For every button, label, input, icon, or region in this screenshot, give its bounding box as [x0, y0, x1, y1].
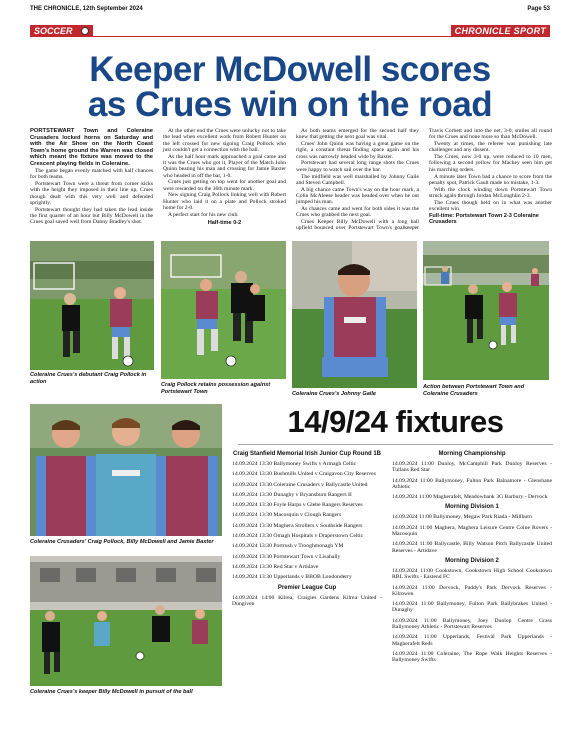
article-paragraph: The Crues though held on in what was another excellent win. — [429, 199, 552, 213]
fixture-item: 14.09.2024 11:00 Cookstown, Cookstown High School Cookstown RBL Swifts - Eastend FC — [392, 567, 552, 581]
fixtures-left-column — [232, 450, 382, 611]
article-lead: PORTSTEWART Town and Coleraine Crusaders locked horns on Saturday and with the Air Show on the North Coast Town's home ground the Warren was closed which meant the fixture was moved to the Crescent playing fields in Coleraine. — [30, 128, 153, 167]
masthead-title: THE CHRONICLE, 12th September 2024 — [30, 6, 143, 12]
fixture-item: 14.09.2024 13:30 Red Star v Artidave — [232, 563, 319, 570]
fixture-item: 14.09.2024 13:30 Portrush v Trooghmonagh YM — [232, 543, 344, 550]
fixture-item: 14.09.2024 13:30 Macosquin v Clough Rangers — [232, 512, 342, 519]
article-paragraph: Crues' John Quinn was having a great game on the right, a constant threat finding space again and his cross was narrowly headed wide by Baxter. — [296, 141, 419, 160]
full-time-score: Full-time: Portstewart Town 2-3 Coleraine Crusaders — [429, 212, 539, 226]
sport-label: SPORT — [513, 26, 546, 36]
article-paragraph: The midfield was well marshalled by Johnny Gaile and Steven Campbell. — [296, 173, 419, 186]
half-time-score: Half-time 0-2 — [207, 220, 242, 227]
headline-line-2: as Crues win on the road — [87, 85, 493, 124]
photo-action-between-teams — [423, 241, 549, 380]
photo-pollock-possession — [161, 241, 286, 379]
fixture-item: 14.09.2024 11:00 Dunloy, McCamphill Park Dunloy Reserves - Tullans Red Star — [392, 461, 552, 474]
photo-johnny-gaile — [292, 241, 417, 388]
fixtures-heading-morning-division-1: Morning Division 1 — [445, 504, 499, 511]
article-paragraph: A perfect start for his new club. — [168, 211, 239, 218]
page-number: Page 53 — [527, 6, 550, 12]
fixture-item: 14.09.2024 11:00 Maghera, Maghera Leisure Centre Coine Rovers - Macosquin — [392, 524, 552, 538]
fixture-item: 14.09.2024 11:00 Ballycastle, Billy Watson Pitch Ballycastle United Reserves - Artidave — [392, 541, 552, 554]
fixtures-right-column — [392, 450, 552, 668]
fixture-item: 14.09.2024 13:30 Dunaghy v Bryansburn Rangers II — [232, 491, 352, 498]
article-paragraph: A minute later Town had a chance to score from the penalty spot, Patrick Gault made no mistake, 1-3. — [429, 173, 552, 186]
soccer-section-tag — [30, 25, 93, 37]
article-paragraph: At the other end the Crues were unlucky not to take the lead when excellent work from Robert Hunter on the left crossed for new signing Craig Pollock who just couldn't get a connection with the ball. — [163, 128, 286, 153]
fixture-item: 14.09.2024 11:00 Ballymoney, Megaw Park Riada - Millburn — [392, 514, 533, 521]
fixtures-heading-junior-cup: Craig Stanfield Memorial Irish Junior Cup Round 1B — [232, 451, 381, 457]
fixtures-heading-morning-championship: Morning Championship — [438, 451, 506, 457]
article-paragraph: New signing Craig Pollock linking well with Robert Hunter who laid it on a plate and Pollock stroked home for 2-0. — [163, 192, 286, 212]
photo-craig-pollock-action — [30, 241, 154, 370]
fixture-item: 14.09.2024 13:30 Omagh Hospitals v Draperstown Celtic — [232, 533, 364, 540]
article-paragraph: Twenty at times, the referee was punishing late challenges and any dissent. — [429, 141, 552, 154]
fixture-item: 14.09.2024 11:00 Coleraine, The Rope Walk Heights Reserves - Ballymoney Swifts — [392, 650, 552, 664]
article-paragraph: Portstewart Town were a threat from corner kicks with the height they imposed in their line up, Crues though dealt with this very well and defended sprightly. — [30, 181, 153, 207]
fixture-item: 14.09.2024 11:00 Upperlands, Festival Park Upperlands - Magherafelt Reds — [392, 634, 552, 647]
caption-photo-5: Coleraine Crusaders' Craig Pollock, Billy McDowell and Jamie Baxter — [30, 539, 214, 545]
article-paragraph: Crues just getting on top went for another goal and were rewarded on the 36th minute mark. — [163, 179, 286, 192]
soccer-label: SOCCER — [34, 26, 73, 36]
fixture-item: 14.09.2024 13:30 Foyle Harps v Glebe Rangers Reserves — [232, 502, 363, 509]
section-bar — [30, 26, 550, 50]
fixture-item: 14.09.2024 11:00 Ballymoney, Fulton Park Ballybrakes United - Dunaghy — [392, 601, 552, 614]
fixture-item: 14.09.2024 13:30 Upperlands v BBOB Londonderry — [232, 574, 352, 581]
fixture-item: 14.09.2024 11:00 Dervock, Paddy's Park Dervock Reserves - Kilrowen — [392, 584, 552, 597]
fixture-item: 14.09.2024 14:00 Kilrea, Craigies Gardens Kilrea United - Dungiven — [232, 594, 382, 607]
article-paragraph: The Crues, now 3-0 up, were reduced to 10 men, following a second yellow for Mackey seen him get his marching orders. — [429, 154, 552, 173]
chronicle-label: CHRONICLE — [454, 26, 511, 36]
article-paragraph: Crues Keeper Billy McDowell with a long ball upfield bounced over Portstewart Town's goalkeeper Travis Corbett and into the net, 3-0, smiles all round for the Crues and none more so than McDowell. — [296, 128, 552, 232]
headline-line-1: Keeper McDowell scores — [89, 50, 491, 89]
fixtures-heading-morning-division-2: Morning Division 2 — [445, 557, 499, 564]
fixtures-heading-premier-league-cup: Premier League Cup — [277, 584, 337, 591]
fixture-item: 14.09.2024 13:30 Ballymoney Swifts v Armagh Celtic — [232, 461, 357, 467]
fixtures-title: 14/9/24 fixtures — [287, 404, 504, 439]
headline — [30, 52, 550, 122]
fixture-item: 14.09.2024 11:00 Ballymoney, Joey Dunlop Centre Grass Ballymoney Athletic - Portstewart Reserves — [392, 617, 552, 631]
article-paragraph: Portstewart had several long range shots the Crues were happy to watch sail over the bar. — [296, 160, 419, 173]
fixture-item: 14.09.2024 13:30 Bushmills United v Craigavon City Reserves — [232, 471, 376, 478]
caption-photo-3: Coleraine Crues's Johnny Gaile — [292, 391, 377, 397]
football-icon — [81, 27, 89, 35]
fixture-item: 14.09.2024 11:00 Magherafelt, Meadowbank 3G Barbury - Dervock — [392, 494, 548, 501]
photo-keeper-mcdowell — [30, 556, 222, 686]
article-paragraph: With the clock winding down Portstewart Town struck again through Jordan McLoughlin 2-3. — [429, 186, 552, 199]
article-paragraph: As the half hour mark approached a goal came and it was the Crues who got it, Player of the Match John Quinn beating his man and crossing for Jamie Baxter who headed in off the bar, 1-0. — [163, 153, 286, 179]
article-paragraph: A big chance came Town's way on the hour mark, a Colin McAleese header was headed over when he out jumped his man. — [296, 186, 419, 206]
match-report — [30, 128, 552, 236]
article-paragraph: The game began evenly matched with half chances for both teams. — [30, 168, 153, 181]
fixture-item: 14.09.2024 13:30 Maghera Strollers v Southside Rangers — [232, 522, 363, 529]
chronicle-sport-tag — [451, 25, 550, 37]
fixtures-divider — [238, 444, 553, 445]
photo-pollock-mcdowell-baxter — [30, 404, 222, 536]
masthead — [30, 6, 550, 18]
fixture-item: 14.09.2024 13:30 Portstewart Town v Lisahally — [232, 553, 341, 560]
caption-photo-2: Craig Pollock retains possession against Portstewart Town — [161, 382, 271, 395]
fixture-item: 14.09.2024 13:30 Coleraine Crusaders v Ballycastle United — [232, 481, 368, 488]
article-paragraph: As both teams emerged for the second half they knew that getting the next goal was vital. — [296, 128, 419, 141]
article-paragraph: As chances came and went for both sides it was the Crues who grabbed the next goal. — [296, 206, 419, 219]
caption-photo-1: Coleraine Crues's debutant Craig Pollock in action — [30, 372, 147, 385]
caption-photo-6: Coleraine Crues's keeper Billy McDowell in pursuit of the ball — [30, 689, 193, 695]
fixture-item: 14.09.2024 11:00 Ballymoney, Fulton Park Balnamore - Glenshane Athletic — [392, 477, 552, 490]
caption-photo-4: Action between Portstewart Town and Coleraine Crusaders — [423, 384, 525, 397]
article-paragraph: Portstewart thought they had taken the lead inside the first quarter of an hour but Billy McDowell in the Crues goal saved well from Danny Bradley's shot. — [30, 206, 153, 226]
